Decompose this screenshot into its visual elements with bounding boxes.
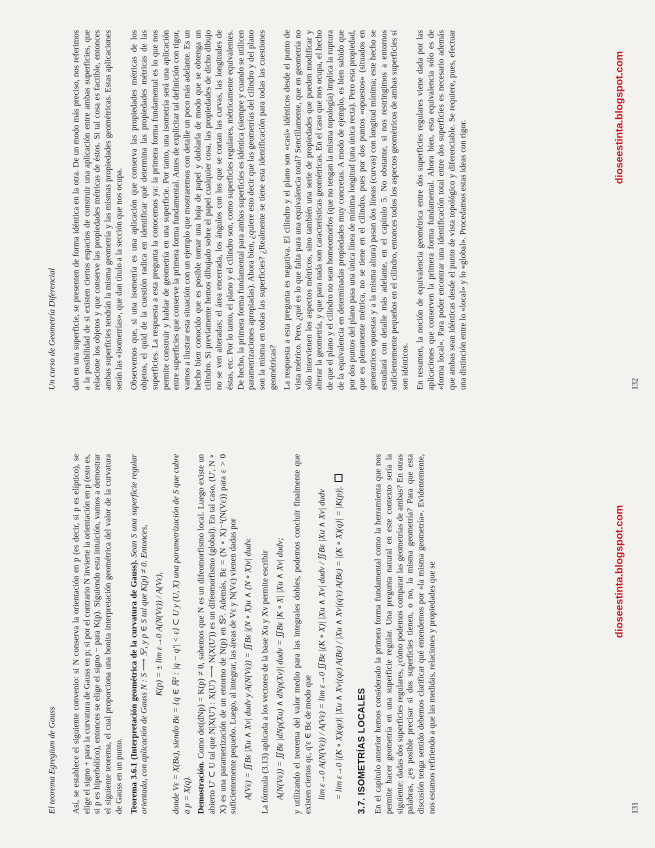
theorem-tail — [170, 454, 191, 814]
proof-body-3: y utilizando el teorema del valor medio para las integrales dobles, podemos concluir finalmente que existen ciertos qε, q'ε ∈ Bε de modo que — [290, 454, 312, 814]
running-head-right: Un curso de Geometría Diferencial — [46, 268, 56, 390]
proof-equation-3a: lim ε→0 A(N(Vε)) / A(Vε) = lim ε→0 ∬Bε |(K ∘ X)| |Xu ∧ Xv| dudv / ∬Bε |Xu ∧ Xv| dudv — [316, 489, 327, 800]
intro-paragraph: Así, se establece el siguiente convenio: si N conserva la orientación en p (es decir, si p es elíptico), se elige el signo + para la curvatura de Gauss en p; si por el contrario N invierte la orientación en p (esto es, si p es hiperbólico), entonces se elige el signo − para K(p). Siguiendo esta intuición, vamos a demostrar el siguiente teorema, el cual proporciona una bonita interpretación geométrica del valor de la curvatura de Gauss en un punto. — [70, 454, 123, 814]
theorem-statement — [128, 454, 149, 814]
theorem-tail-text: donde Vε = X(Bε), siendo Bε = {q ∈ ℝ² : |q − q'| < ε} ⊂ U y (U, X) una parametrización de S que cubre a p = X(q). — [169, 454, 191, 814]
running-head: El teorema Egregium de Gauss — [46, 706, 56, 814]
watermark-left: dioseestinta.blogspot.com — [613, 504, 625, 638]
proof-paragraph — [195, 454, 238, 814]
watermark-right: dioseestinta.blogspot.com — [613, 50, 625, 184]
qed-square-icon — [334, 474, 342, 482]
theorem-body: Sean S una superficie regular orientada, con aplicación de Gauss N : S ⟶ 𝕊², y p ∈ S tal que K(p) ≠ 0. Entonces, — [127, 453, 149, 814]
page-number-right: 132 — [630, 378, 639, 390]
proof-body-1: Como det(dNp) = K(p) ≠ 0, sabemos que N es un difeomorfismo local. Luego existe un abierto U' ⊂ U tal que N|X(U') : X(U') ⟶ N(X(U')) es un difeomorfismo (global). En tal caso, (U', N ∘ X) es una parametrización de un entorno de N(p) en 𝕊². Además, Bε = (N ∘ X)⁻¹(N(Vε)) para ε > 0 suficientemente pequeño. Luego, al integrar, las áreas de Vε y N(Vε) vienen dadas por — [195, 454, 238, 814]
proof-equation-2: A(N(Vε)) = ∬Bε |dNp(Xu) ∧ dNp(Xv)| dudv = ∬Bε |K ∘ X| |Xu ∧ Xv| dudv; — [273, 537, 284, 800]
proof-equation-1: A(Vε) = ∬Bε |Xu ∧ Xv| dudv y A(N(Vε)) = ∬Bε |(N ∘ X)u ∧ (N ∘ X)v| dudv. — [242, 537, 253, 800]
right-paragraph-2: Observemos que, si una isometría es una aplicación que conserva las propiedades métricas de los objetos, el quid de la cuestión radica en identificar qué determina las propiedades métricas de las superficies. La respuesta a esta pregunta la conocemos ya: la primera forma fundamental es lo que nos permite construir y hablar de geometría en una superficie. Por tanto, una isometría será una aplicación entre superficies que conserve la primera forma fundamental. Antes de explicitar tal definición con rigor, vamos a ilustrar esta situación con un ejemplo que mostraremos con detalle un poco más adelante. Es un hecho bien conocido que es posible tomar una hoja de papel y doblarla de modo que se obtenga un cilindro. Si previamente hemos dibujado sobre el papel cualquier cosa, las propiedades de dicho dibujo no se ven alteradas; el área encerrada, los ángulos con los que se cortan las curvas, las longitudes de éstas, etc. Por lo tanto, el plano y el cilindro son, como superficies regulares, métricamente equivalentes. De hecho, la primera forma fundamental para ambas superficies es idéntica (siempre y cuando se utilicen parametrizaciones apropiadas). Ahora bien, ¿quiere esto decir que las geometrías del cilindro y del plano son la misma en todas las superficies? ¿Realmente se tiene esta identificación para todas las cuestiones geométricas? — [127, 30, 277, 390]
right-paragraph-3: La respuesta a esta pregunta es negativa. El cilindro y el plano son «casi» idénticos desde el punto de vista métrico. Pero, ¿qué es lo que falta para una equivalencia total? Sencillamente, que en geometría no sólo intervienen los aspectos métricos, sino también una serie de propiedades que pueden modificar y alterar la geometría, y que para nada son características geométricas. En el caso que nos ocupa, el hecho de que el plano y el cilindro no sean homeomorfos (que no tengan la misma topología) implica la ruptura de la equivalencia en determinadas propiedades muy concretas. A modo de ejemplo, es bien sabido que por dos puntos del plano pasa una única línea de mínima longitud (una única recta). Pero esta propiedad, que es plenamente métrica, no se tiene en el cilindro, pues por dos puntos «opuestos» (situados en generatrices opuestas y a la misma altura) pasan dos líneas (curvas) con longitud mínima; este hecho se estudiará con detalle más adelante, en el capítulo 5. No obstante, si nos restringimos a entornos suficientemente pequeños en el cilindro, entonces todos los aspectos geométricos de ambas superficies sí son idénticos. — [281, 30, 410, 390]
section-paragraph: En el capítulo anterior hemos considerado la primera forma fundamental como la herramienta que nos permite hacer geometría en una superficie regular. Una pregunta natural en este contexto sería la siguiente: dadas dos superficies regulares, ¿cómo podemos comparar las geometrías de ambas? En otras palabras, ¿es posible precisar si dos superficies tienen, o no, la misma geometría? Para que esta discusión tenga sentido debemos clarificar qué entendemos por «la misma geometría». Evidentemente, nos estamos refiriendo a que las medidas, relaciones y propiedades que se — [372, 454, 436, 814]
page-number-left: 131 — [630, 802, 639, 814]
proof-equation-3b-text: = lim ε→0 |(K ∘ X)(qε)| |Xu ∧ Xv|(qε) A(Bε) / |Xu ∧ Xv|(q'ε) A(Bε) = |(K ∘ X)(q)| = |K(p)|. — [333, 485, 344, 800]
right-paragraph-1: dan en una superficie, se presenten de forma idéntica en la otra. De un modo más preciso, nos referimos a la posibilidad de si existen ciertos espacios de construir una aplicación entre ambas superficies, que relacione los objetos y que conserve las propiedades métricas de éstos. Si tal cosa es factible, entonces ambas superficies tendrán la misma geometría y las mismas propiedades geométricas. Estas aplicaciones serán las «isometrías», que dan título a la sección que nos ocupa. — [70, 30, 123, 390]
proof-body-2: La fórmula (3.13) aplicada a los vectores de la base Xu y Xv permite escribir — [259, 550, 270, 814]
proof-title: Demostración. — [195, 761, 206, 814]
right-paragraph-4: En resumen, la noción de equivalencia geométrica entre dos superficies regulares viene dada por las aplicaciones que conserven la primera forma fundamental. Ahora bien, esta equivalencia sólo es de «forma local». Para poder encontrar una identificación total entre dos superficies es necesario además que ambas sean idénticas desde el punto de vista topológico y diferenciable. Se requiere, pues, efectuar una distinción entre lo «local» y lo «global». Procedamos estas ideas con rigor. — [413, 30, 467, 390]
left-page — [0, 424, 655, 848]
theorem-title: Teorema 3.6.1 (Interpretación geométrica de la curvatura de Gauss). — [127, 560, 138, 814]
proof-equation-3b — [333, 454, 344, 814]
section-heading: 3.7. ISOMETRÍAS LOCALES — [356, 687, 367, 814]
theorem-equation: K(p) = ± lim ε→0 A(N(Vε)) / A(Vε), — [152, 572, 163, 696]
